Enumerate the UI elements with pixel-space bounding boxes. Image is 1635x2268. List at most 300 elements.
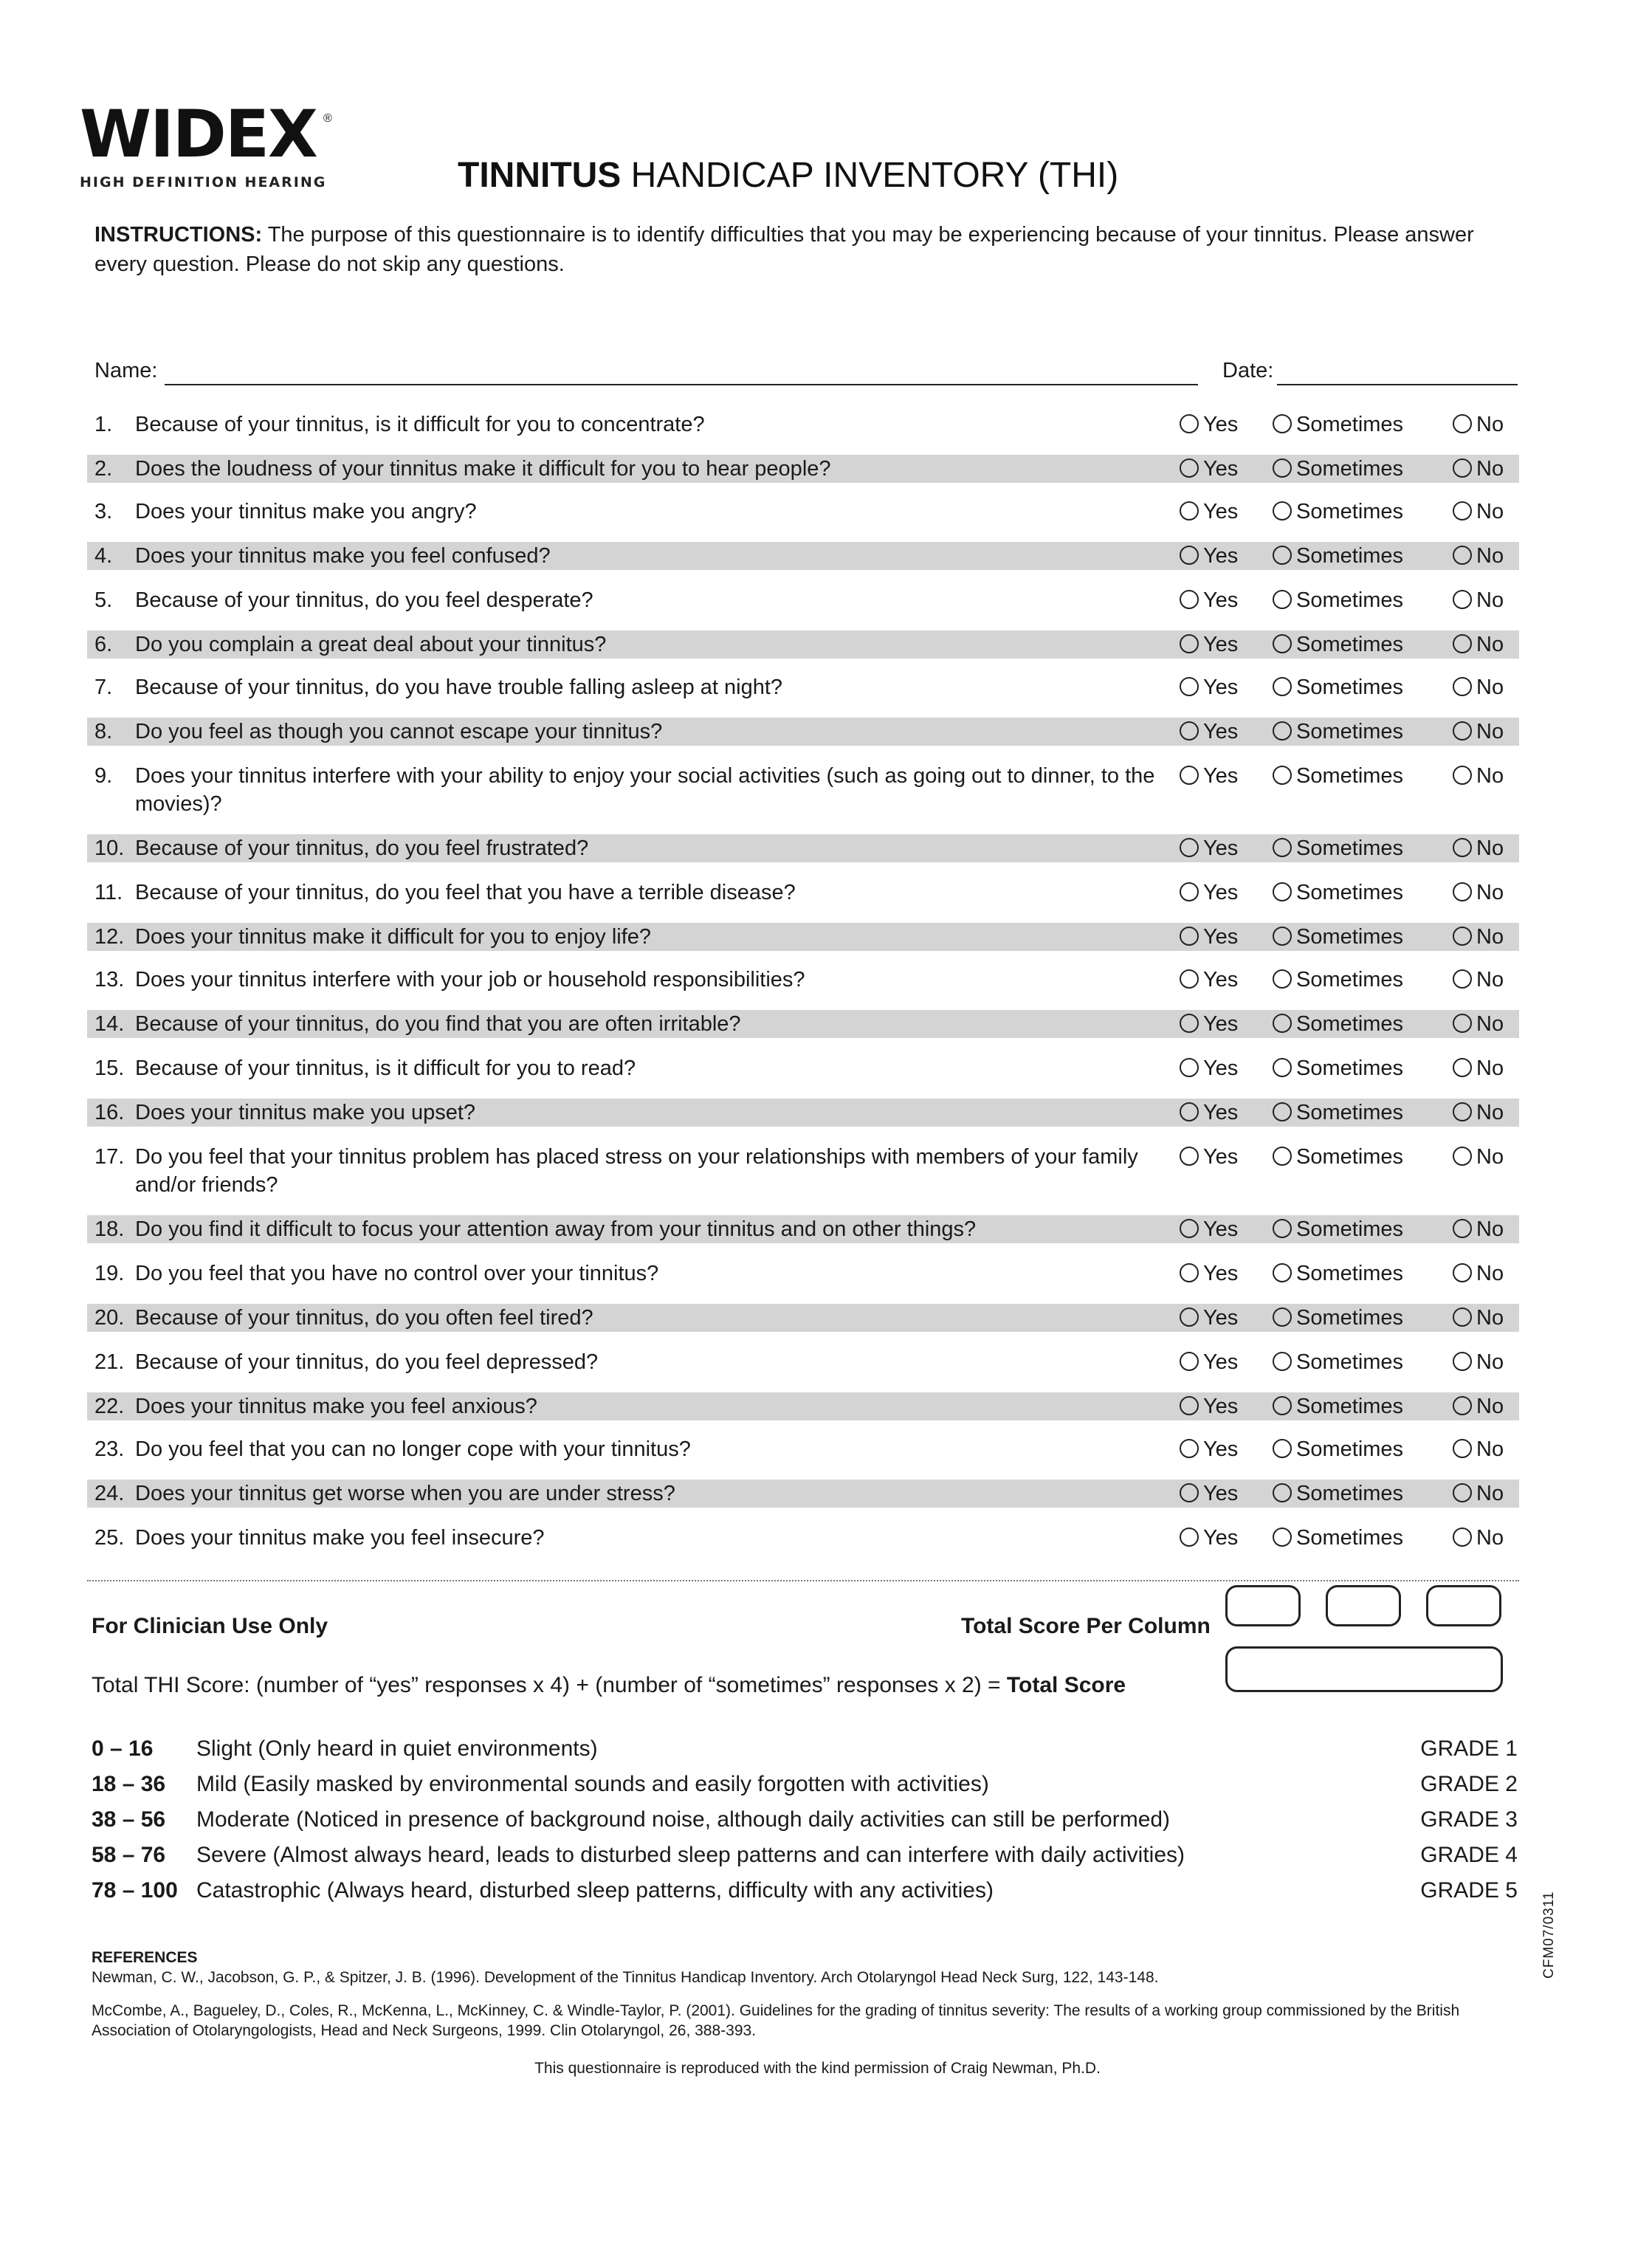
radio-icon [1453, 1058, 1472, 1077]
radio-icon [1453, 927, 1472, 946]
question-number: 6. [94, 633, 113, 656]
yes-option[interactable] [1180, 455, 1238, 483]
references-heading: REFERENCES [92, 1949, 198, 1966]
question-row [87, 923, 1519, 951]
question-text: Do you feel that you can no longer cope with your tinnitus? [135, 1437, 691, 1461]
sometimes-option[interactable] [1273, 1010, 1403, 1038]
no-option[interactable] [1453, 762, 1504, 790]
question-row [87, 762, 1519, 818]
yes-label: Yes [1203, 457, 1239, 481]
sometimes-label: Sometimes [1296, 1012, 1404, 1036]
sometimes-option[interactable] [1273, 1260, 1403, 1288]
no-option[interactable] [1453, 455, 1504, 483]
no-label: No [1476, 1350, 1504, 1374]
yes-option[interactable] [1180, 410, 1238, 439]
radio-icon [1453, 501, 1472, 520]
radio-icon [1453, 414, 1472, 433]
radio-icon [1453, 1147, 1472, 1166]
radio-icon [1180, 1058, 1199, 1077]
radio-icon [1180, 1147, 1199, 1166]
no-label: No [1476, 1306, 1504, 1330]
no-label: No [1476, 764, 1504, 788]
radio-icon [1180, 721, 1199, 740]
yes-option[interactable] [1180, 1348, 1238, 1376]
no-option[interactable] [1453, 1304, 1504, 1332]
question-row [87, 1099, 1519, 1127]
radio-icon [1273, 1058, 1292, 1077]
radio-icon [1273, 1014, 1292, 1033]
radio-icon [1180, 1528, 1199, 1547]
radio-icon [1180, 590, 1199, 609]
no-label: No [1476, 836, 1504, 860]
grade-table [92, 1736, 1518, 1914]
question-number: 7. [94, 676, 113, 699]
sometimes-option[interactable] [1273, 1348, 1403, 1376]
no-label: No [1476, 457, 1504, 481]
formula-text: Total THI Score: (number of “yes” responses x 4) + (number of “sometimes” responses x 2) = [92, 1673, 1001, 1697]
yes-option[interactable] [1180, 498, 1238, 526]
radio-icon [1453, 969, 1472, 989]
sometimes-label: Sometimes [1296, 881, 1404, 904]
no-option[interactable] [1453, 1260, 1504, 1288]
radio-icon [1453, 721, 1472, 740]
no-label: No [1476, 1437, 1504, 1461]
radio-icon [1273, 590, 1292, 609]
instructions-label: INSTRUCTIONS: [94, 223, 263, 247]
question-number: 14. [94, 1012, 125, 1036]
sometimes-option[interactable] [1273, 410, 1403, 439]
radio-icon [1180, 1439, 1199, 1458]
question-row [87, 542, 1519, 570]
no-option[interactable] [1453, 1392, 1504, 1420]
question-text: Because of your tinnitus, do you feel that you have a terrible disease? [135, 881, 796, 904]
yes-option[interactable] [1180, 879, 1238, 907]
sometimes-option[interactable] [1273, 762, 1403, 790]
widex-logo [80, 96, 332, 190]
question-number: 1. [94, 413, 113, 436]
no-label: No [1476, 544, 1504, 568]
yes-label: Yes [1203, 1482, 1239, 1505]
question-number: 24. [94, 1482, 125, 1505]
no-option[interactable] [1453, 718, 1504, 746]
radio-icon [1273, 882, 1292, 901]
sometimes-label: Sometimes [1296, 1306, 1404, 1330]
sometimes-option[interactable] [1273, 1304, 1403, 1332]
no-option[interactable] [1453, 1524, 1504, 1552]
radio-icon [1180, 458, 1199, 478]
sometimes-option[interactable] [1273, 1392, 1403, 1420]
logo-wordmark: WIDEX [80, 96, 317, 172]
no-label: No [1476, 720, 1504, 743]
radio-icon [1273, 634, 1292, 653]
no-label: No [1476, 1217, 1504, 1241]
radio-icon [1273, 414, 1292, 433]
yes-label: Yes [1203, 544, 1239, 568]
radio-icon [1453, 766, 1472, 785]
yes-label: Yes [1203, 1101, 1239, 1124]
reference-1: Newman, C. W., Jacobson, G. P., & Spitzer, J. B. (1996). Development of the Tinnitus Handicap Inventory. Arch Otolaryngol Head Neck Surg, 122, 143-148. [92, 1969, 1159, 1986]
radio-icon [1453, 882, 1472, 901]
yes-label: Yes [1203, 1262, 1239, 1285]
yes-label: Yes [1203, 1526, 1239, 1550]
question-text: Because of your tinnitus, do you feel frustrated? [135, 836, 589, 860]
yes-option[interactable] [1180, 718, 1238, 746]
yes-option[interactable] [1180, 1480, 1238, 1508]
question-number: 11. [94, 881, 123, 904]
question-row [87, 1392, 1519, 1420]
clinician-heading: For Clinician Use Only [92, 1614, 328, 1638]
question-row [87, 1480, 1519, 1508]
no-option[interactable] [1453, 410, 1504, 439]
name-label: Name: [94, 359, 158, 382]
radio-icon [1273, 501, 1292, 520]
sometimes-label: Sometimes [1296, 633, 1404, 656]
no-option[interactable] [1453, 834, 1504, 862]
grade-range: 58 – 76 [92, 1843, 166, 1867]
radio-icon [1180, 1483, 1199, 1502]
reference-2: McCombe, A., Bagueley, D., Coles, R., McKenna, L., McKinney, C. & Windle-Taylor, P. (2001). Guidelines for the grading of tinnitus severity: The results of a working group commissioned by the British Association of Otolaryngologists, Head and Neck Surgeons, 1999. Clin Otolaryngol, 26, 388-393. [92, 2002, 1460, 2039]
sometimes-option[interactable] [1273, 1143, 1403, 1171]
question-number: 2. [94, 457, 113, 481]
sometimes-option[interactable] [1273, 673, 1403, 701]
radio-icon [1180, 766, 1199, 785]
no-option[interactable] [1453, 1143, 1504, 1171]
yes-option[interactable] [1180, 1304, 1238, 1332]
question-number: 8. [94, 720, 113, 743]
no-option[interactable] [1453, 1480, 1504, 1508]
grade-label: GRADE 1 [1420, 1736, 1518, 1761]
no-option[interactable] [1453, 923, 1504, 951]
question-row [87, 718, 1519, 746]
no-label: No [1476, 1012, 1504, 1036]
radio-icon [1273, 458, 1292, 478]
yes-option[interactable] [1180, 1435, 1238, 1463]
sometimes-label: Sometimes [1296, 1217, 1404, 1241]
question-text: Does your tinnitus interfere with your job or household responsibilities? [135, 968, 805, 992]
question-text: Do you find it difficult to focus your attention away from your tinnitus and on other things? [135, 1217, 977, 1241]
yes-option[interactable] [1180, 1099, 1238, 1127]
no-label: No [1476, 968, 1504, 992]
no-total-box[interactable] [1426, 1585, 1501, 1626]
sometimes-total-box[interactable] [1326, 1585, 1401, 1626]
yes-option[interactable] [1180, 673, 1238, 701]
sometimes-label: Sometimes [1296, 1437, 1404, 1461]
question-text: Does your tinnitus make you feel anxious? [135, 1395, 537, 1418]
question-text: Does your tinnitus make you feel insecure? [135, 1526, 545, 1550]
question-row [87, 879, 1519, 907]
question-row [87, 1435, 1519, 1463]
question-text: Do you complain a great deal about your tinnitus? [135, 633, 607, 656]
radio-icon [1273, 1352, 1292, 1371]
sometimes-option[interactable] [1273, 1480, 1403, 1508]
no-option[interactable] [1453, 1435, 1504, 1463]
permission-note: This questionnaire is reproduced with the kind permission of Craig Newman, Ph.D. [534, 2060, 1101, 2077]
question-number: 5. [94, 588, 113, 612]
question-row [87, 1260, 1519, 1288]
question-number: 15. [94, 1056, 125, 1080]
no-option[interactable] [1453, 1054, 1504, 1082]
no-label: No [1476, 1482, 1504, 1505]
question-row [87, 498, 1519, 526]
grade-description: Mild (Easily masked by environmental sounds and easily forgotten with activities) [196, 1772, 989, 1796]
question-text: Does your tinnitus make you feel confused? [135, 544, 551, 568]
grade-description: Severe (Almost always heard, leads to disturbed sleep patterns and can interfere with daily activities) [196, 1843, 1185, 1867]
sometimes-option[interactable] [1273, 834, 1403, 862]
instructions-text: The purpose of this questionnaire is to identify difficulties that you may be experiencing because of your tinnitus. Please answer every question. Please do not skip any questions. [94, 223, 1474, 276]
question-row [87, 410, 1519, 439]
radio-icon [1273, 1396, 1292, 1415]
radio-icon [1273, 838, 1292, 857]
sometimes-label: Sometimes [1296, 720, 1404, 743]
question-text: Does your tinnitus make you angry? [135, 500, 477, 523]
radio-icon [1180, 969, 1199, 989]
question-text: Do you feel as though you cannot escape your tinnitus? [135, 720, 663, 743]
no-label: No [1476, 588, 1504, 612]
no-label: No [1476, 413, 1504, 436]
sometimes-option[interactable] [1273, 1215, 1403, 1243]
yes-option[interactable] [1180, 1524, 1238, 1552]
divider [87, 1580, 1519, 1581]
radio-icon [1180, 1014, 1199, 1033]
sometimes-label: Sometimes [1296, 968, 1404, 992]
sometimes-label: Sometimes [1296, 1101, 1404, 1124]
yes-option[interactable] [1180, 923, 1238, 951]
radio-icon [1273, 1263, 1292, 1282]
sometimes-label: Sometimes [1296, 544, 1404, 568]
yes-label: Yes [1203, 1395, 1239, 1418]
question-text: Does your tinnitus make it difficult for you to enjoy life? [135, 925, 652, 949]
sometimes-option[interactable] [1273, 923, 1403, 951]
radio-icon [1453, 677, 1472, 696]
no-option[interactable] [1453, 1010, 1504, 1038]
sometimes-label: Sometimes [1296, 588, 1404, 612]
total-score-box[interactable] [1225, 1646, 1503, 1692]
yes-total-box[interactable] [1225, 1585, 1301, 1626]
grade-label: GRADE 2 [1420, 1772, 1518, 1796]
yes-label: Yes [1203, 764, 1239, 788]
yes-label: Yes [1203, 500, 1239, 523]
yes-label: Yes [1203, 676, 1239, 699]
grade-label: GRADE 5 [1420, 1878, 1518, 1903]
radio-icon [1180, 546, 1199, 565]
sometimes-option[interactable] [1273, 542, 1403, 570]
no-option[interactable] [1453, 1099, 1504, 1127]
radio-icon [1273, 1483, 1292, 1502]
question-row [87, 966, 1519, 994]
yes-option[interactable] [1180, 834, 1238, 862]
yes-option[interactable] [1180, 966, 1238, 994]
yes-label: Yes [1203, 1217, 1239, 1241]
yes-option[interactable] [1180, 762, 1238, 790]
question-text: Does your tinnitus get worse when you are under stress? [135, 1482, 675, 1505]
sometimes-option[interactable] [1273, 1054, 1403, 1082]
yes-option[interactable] [1180, 1010, 1238, 1038]
sometimes-option[interactable] [1273, 1524, 1403, 1552]
logo-tagline: HIGH DEFINITION HEARING [80, 174, 327, 190]
yes-option[interactable] [1180, 1215, 1238, 1243]
no-option[interactable] [1453, 879, 1504, 907]
no-label: No [1476, 881, 1504, 904]
form-code: CFM07/0311 [1541, 1891, 1557, 1979]
total-formula [92, 1673, 1126, 1698]
sometimes-label: Sometimes [1296, 1350, 1404, 1374]
radio-icon [1453, 1439, 1472, 1458]
radio-icon [1273, 969, 1292, 989]
grade-range: 18 – 36 [92, 1772, 166, 1796]
page-title [458, 155, 1118, 196]
yes-option[interactable] [1180, 630, 1238, 659]
sometimes-option[interactable] [1273, 455, 1403, 483]
question-row [87, 455, 1519, 483]
sometimes-label: Sometimes [1296, 1395, 1404, 1418]
yes-label: Yes [1203, 1145, 1239, 1169]
yes-label: Yes [1203, 881, 1239, 904]
radio-icon [1453, 1307, 1472, 1327]
name-field[interactable] [165, 384, 1198, 385]
radio-icon [1453, 590, 1472, 609]
radio-icon [1273, 1439, 1292, 1458]
instructions [94, 220, 1497, 279]
no-label: No [1476, 1056, 1504, 1080]
question-row [87, 1348, 1519, 1376]
radio-icon [1180, 677, 1199, 696]
no-option[interactable] [1453, 586, 1504, 614]
radio-icon [1453, 458, 1472, 478]
question-row [87, 1524, 1519, 1552]
registered-mark: ® [323, 112, 332, 125]
question-row [87, 1143, 1519, 1199]
no-label: No [1476, 925, 1504, 949]
grade-label: GRADE 3 [1420, 1807, 1518, 1832]
yes-option[interactable] [1180, 1260, 1238, 1288]
yes-option[interactable] [1180, 542, 1238, 570]
radio-icon [1180, 1352, 1199, 1371]
no-option[interactable] [1453, 1348, 1504, 1376]
yes-label: Yes [1203, 588, 1239, 612]
radio-icon [1180, 414, 1199, 433]
radio-icon [1453, 1102, 1472, 1121]
question-row [87, 586, 1519, 614]
question-number: 12. [94, 925, 125, 949]
question-row [87, 1054, 1519, 1082]
radio-icon [1453, 546, 1472, 565]
sometimes-label: Sometimes [1296, 1262, 1404, 1285]
radio-icon [1273, 677, 1292, 696]
radio-icon [1453, 634, 1472, 653]
sometimes-label: Sometimes [1296, 457, 1404, 481]
radio-icon [1180, 1396, 1199, 1415]
no-option[interactable] [1453, 630, 1504, 659]
no-label: No [1476, 1101, 1504, 1124]
no-option[interactable] [1453, 1215, 1504, 1243]
questions-list [87, 410, 1519, 1552]
sometimes-option[interactable] [1273, 879, 1403, 907]
radio-icon [1453, 1219, 1472, 1238]
grade-description: Moderate (Noticed in presence of background noise, although daily activities can still be performed) [196, 1807, 1171, 1832]
yes-option[interactable] [1180, 586, 1238, 614]
sometimes-label: Sometimes [1296, 676, 1404, 699]
radio-icon [1453, 838, 1472, 857]
sometimes-option[interactable] [1273, 718, 1403, 746]
radio-icon [1180, 838, 1199, 857]
question-number: 4. [94, 544, 113, 568]
no-label: No [1476, 500, 1504, 523]
question-text: Does the loudness of your tinnitus make it difficult for you to hear people? [135, 457, 831, 481]
question-number: 21. [94, 1350, 125, 1374]
radio-icon [1273, 1147, 1292, 1166]
question-text: Do you feel that you have no control over your tinnitus? [135, 1262, 659, 1285]
no-option[interactable] [1453, 966, 1504, 994]
no-label: No [1476, 1262, 1504, 1285]
sometimes-label: Sometimes [1296, 500, 1404, 523]
grade-row [92, 1772, 1518, 1807]
radio-icon [1180, 501, 1199, 520]
no-option[interactable] [1453, 673, 1504, 701]
question-text: Because of your tinnitus, do you often feel tired? [135, 1306, 593, 1330]
question-text: Do you feel that your tinnitus problem has placed stress on your relationships with members of your family and/or friends? [135, 1145, 1138, 1197]
question-text: Because of your tinnitus, is it difficult for you to read? [135, 1056, 636, 1080]
question-text: Does your tinnitus interfere with your ability to enjoy your social activities (such as going out to dinner, to the movies)? [135, 764, 1155, 816]
sometimes-label: Sometimes [1296, 925, 1404, 949]
sometimes-label: Sometimes [1296, 1482, 1404, 1505]
total-score-label: Total Score [1006, 1673, 1126, 1697]
yes-label: Yes [1203, 1437, 1239, 1461]
sometimes-option[interactable] [1273, 966, 1403, 994]
yes-option[interactable] [1180, 1143, 1238, 1171]
yes-label: Yes [1203, 1306, 1239, 1330]
sometimes-label: Sometimes [1296, 1056, 1404, 1080]
yes-label: Yes [1203, 633, 1239, 656]
no-option[interactable] [1453, 498, 1504, 526]
radio-icon [1180, 1307, 1199, 1327]
question-number: 9. [94, 764, 113, 788]
radio-icon [1273, 546, 1292, 565]
question-number: 17. [94, 1145, 125, 1169]
sometimes-option[interactable] [1273, 630, 1403, 659]
yes-label: Yes [1203, 720, 1239, 743]
radio-icon [1180, 1102, 1199, 1121]
yes-label: Yes [1203, 1056, 1239, 1080]
radio-icon [1453, 1483, 1472, 1502]
radio-icon [1180, 927, 1199, 946]
name-date-row [94, 359, 1519, 388]
radio-icon [1180, 1263, 1199, 1282]
radio-icon [1273, 1102, 1292, 1121]
sometimes-option[interactable] [1273, 586, 1403, 614]
question-number: 3. [94, 500, 113, 523]
sometimes-option[interactable] [1273, 498, 1403, 526]
date-label: Date: [1222, 359, 1274, 382]
question-row [87, 673, 1519, 701]
grade-range: 0 – 16 [92, 1736, 154, 1761]
no-label: No [1476, 676, 1504, 699]
date-field[interactable] [1277, 384, 1518, 385]
yes-option[interactable] [1180, 1054, 1238, 1082]
yes-option[interactable] [1180, 1392, 1238, 1420]
question-number: 25. [94, 1526, 125, 1550]
question-text: Because of your tinnitus, do you have trouble falling asleep at night? [135, 676, 783, 699]
yes-label: Yes [1203, 925, 1239, 949]
question-number: 23. [94, 1437, 125, 1461]
radio-icon [1180, 882, 1199, 901]
no-option[interactable] [1453, 542, 1504, 570]
question-row [87, 630, 1519, 659]
grade-range: 78 – 100 [92, 1878, 178, 1903]
sometimes-option[interactable] [1273, 1435, 1403, 1463]
sometimes-option[interactable] [1273, 1099, 1403, 1127]
radio-icon [1453, 1352, 1472, 1371]
question-text: Because of your tinnitus, do you find that you are often irritable? [135, 1012, 741, 1036]
